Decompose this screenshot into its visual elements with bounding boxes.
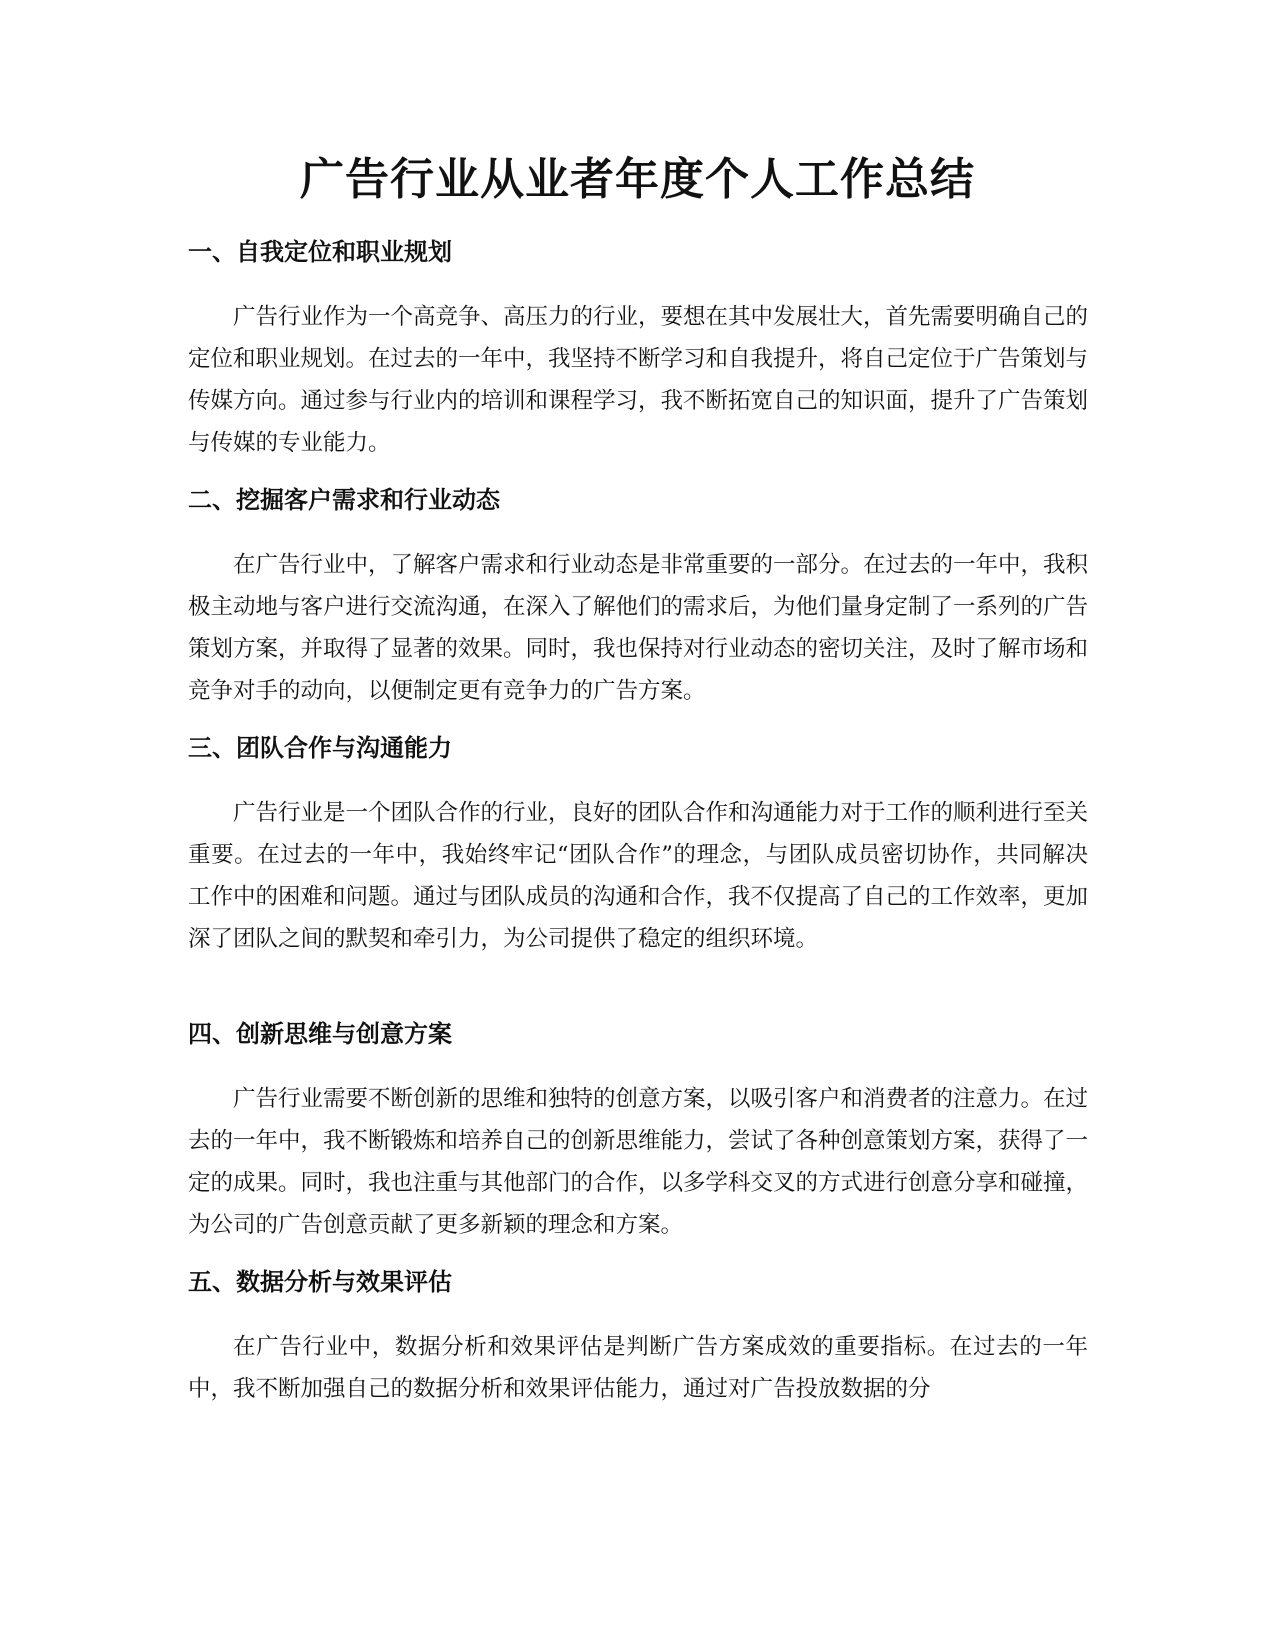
section-creative-thinking (188, 1018, 1088, 1246)
section-paragraph: 在广告行业中，了解客户需求和行业动态是非常重要的一部分。在过去的一年中，我积极主动地与客户进行交流沟通，在深入了解他们的需求后，为他们量身定制了一系列的广告策划方案，并取得了显著的效果。同时，我也保持对行业动态的密切关注，及时了解市场和竞争对手的动向，以便制定更有竞争力的广告方案。 (188, 552, 1089, 704)
section-heading: 二、挖掘客户需求和行业动态 (188, 486, 500, 514)
document-title: 广告行业从业者年度个人工作总结 (300, 154, 975, 205)
section-self-positioning (188, 236, 1088, 464)
section-paragraph: 广告行业需要不断创新的思维和独特的创意方案，以吸引客户和消费者的注意力。在过去的一年中，我不断锻炼和培养自己的创新思维能力，尝试了各种创意策划方案，获得了一定的成果。同时，我也注重与其他部门的合作，以多学科交叉的方式进行创意分享和碰撞，为公司的广告创意贡献了更多新颖的理念和方案。 (188, 1086, 1089, 1238)
section-heading: 三、团队合作与沟通能力 (188, 734, 452, 762)
section-heading: 五、数据分析与效果评估 (188, 1268, 452, 1296)
section-heading: 一、自我定位和职业规划 (188, 238, 452, 266)
section-teamwork (188, 732, 1088, 960)
section-data-analysis (188, 1266, 1088, 1410)
section-customer-needs (188, 484, 1088, 712)
section-paragraph: 广告行业是一个团队合作的行业，良好的团队合作和沟通能力对于工作的顺利进行至关重要。在过去的一年中，我始终牢记“团队合作”的理念，与团队成员密切协作，共同解决工作中的困难和问题。通过与团队成员的沟通和合作，我不仅提高了自己的工作效率，更加深了团队之间的默契和牵引力，为公司提供了稳定的组织环境。 (188, 800, 1089, 952)
section-paragraph: 在广告行业中，数据分析和效果评估是判断广告方案成效的重要指标。在过去的一年中，我不断加强自己的数据分析和效果评估能力，通过对广告投放数据的分 (188, 1334, 1088, 1402)
section-heading: 四、创新思维与创意方案 (188, 1020, 452, 1048)
section-paragraph: 广告行业作为一个高竞争、高压力的行业，要想在其中发展壮大，首先需要明确自己的定位和职业规划。在过去的一年中，我坚持不断学习和自我提升，将自己定位于广告策划与传媒方向。通过参与行业内的培训和课程学习，我不断拓宽自己的知识面，提升了广告策划与传媒的专业能力。 (188, 304, 1089, 456)
